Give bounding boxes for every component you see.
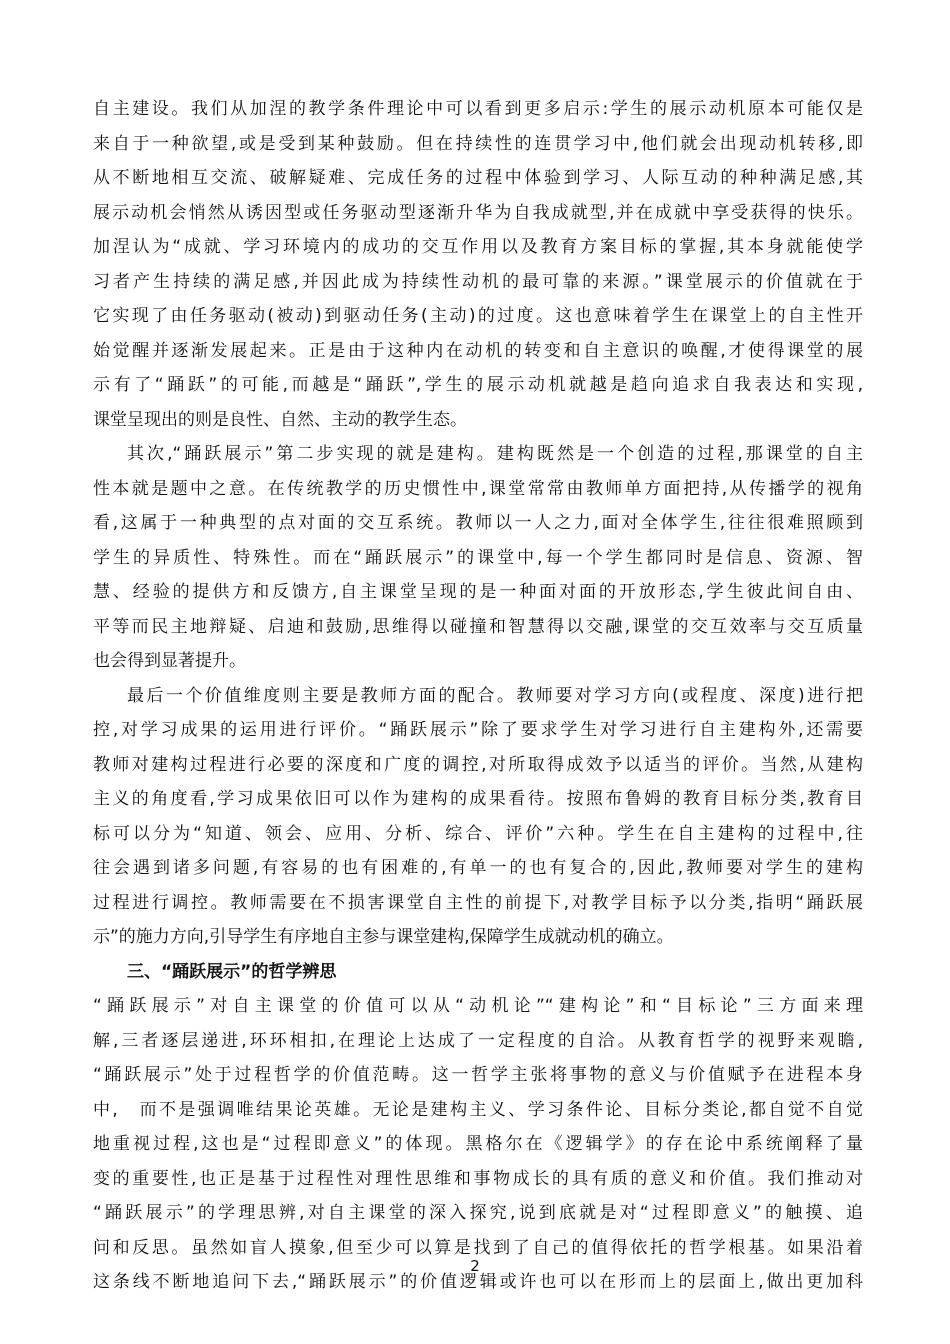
text-line: 地重视过程,这也是“过程即意义”的体现。黑格尔在《逻辑学》的存在论中系统阐释了量	[93, 1134, 863, 1154]
text-line: 中, 而不是强调唯结果论英雄。无论是建构主义、学习条件论、目标分类论,都自觉不自觉	[93, 1099, 863, 1120]
text-line: 示”的施力方向,引导学生有序地自主参与课堂建构,保障学生成就动机的确立。	[93, 927, 674, 947]
paragraph-philosophy	[93, 989, 863, 1300]
text-line: 慧、经验的提供方和反馈方,自主课堂呈现的是一种面对面的开放形态,学生彼此间自由、	[93, 582, 863, 602]
text-line: 问和反思。虽然如盲人摸象,但至少可以算是找到了自己的值得依托的哲学根基。如果沿着	[93, 1237, 863, 1258]
text-line: 这条线不断地追问下去,“踊跃展示”的价值逻辑或许也可以在形而上的层面上,做出更加科	[93, 1272, 863, 1292]
page-body	[93, 92, 863, 1300]
text-line: 最后一个价值维度则主要是教师方面的配合。教师要对学习方向(或程度、深度)进行把	[127, 685, 863, 706]
text-line: 看,这属于一种典型的点对面的交互系统。教师以一人之力,面对全体学生,往往很难照顾到	[93, 513, 863, 533]
text-line: “踊跃展示”的学理思辨,对自主课堂的深入探究,说到底就是对“过程即意义”的触摸、追	[93, 1203, 863, 1223]
text-line: 性本就是题中之意。在传统教学的历史惯性中,课堂常常由教师单方面把持,从传播学的视角	[93, 478, 863, 499]
paragraph-teacher-role	[93, 679, 863, 955]
text-line: “踊跃展示”处于过程哲学的价值范畴。这一哲学主张将事物的意义与价值赋予在进程本身	[93, 1065, 863, 1085]
paragraph-construction	[93, 437, 863, 679]
text-line: 标可以分为“知道、领会、应用、分析、综合、评价”六种。学生在自主建构的过程中,往	[93, 823, 863, 844]
page-number: 2	[470, 1257, 480, 1275]
text-line: 变的重要性,也正是基于过程性对理性思维和事物成长的具有质的意义和价值。我们推动对	[93, 1168, 863, 1189]
text-line: 来自于一种欲望,或是受到某种鼓励。但在持续性的连贯学习中,他们就会出现动机转移,即	[93, 133, 863, 154]
text-line: 始觉醒并逐渐发展起来。正是由于这种内在动机的转变和自主意识的唤醒,才使得课堂的展	[93, 340, 863, 361]
text-line: 课堂呈现出的则是良性、自然、主动的教学生态。	[93, 409, 467, 430]
text-line: 加涅认为“成就、学习环境内的成功的交互作用以及教育方案目标的掌握,其本身就能使学	[93, 237, 863, 257]
text-line: 从不断地相互交流、破解疑难、完成任务的过程中体验到学习、人际互动的种种满足感,其	[93, 168, 863, 188]
text-line: 过程进行调控。教师需要在不损害课堂自主性的前提下,对教学目标予以分类,指明“踊跃展	[93, 892, 863, 913]
text-line: “踊跃展示”对自主课堂的价值可以从“动机论”“建构论”和“目标论”三方面来理	[93, 996, 863, 1016]
text-line: 控,对学习成果的运用进行评价。“踊跃展示”除了要求学生对学习进行自主建构外,还需要	[93, 720, 863, 740]
text-line: 教师对建构过程进行必要的深度和广度的调控,对所取得成效予以适当的评价。当然,从建构	[93, 754, 863, 775]
text-line: 解,三者逐层递进,环环相扣,在理论上达成了一定程度的自洽。从教育哲学的视野来观瞻,	[93, 1030, 863, 1051]
text-line: 也会得到显著提升。	[93, 651, 246, 671]
text-line: 主义的角度看,学习成果依旧可以作为建构的成果看待。按照布鲁姆的教育目标分类,教育目	[93, 789, 863, 809]
paragraph-motivation	[93, 92, 863, 437]
text-line: 其次,“踊跃展示”第二步实现的就是建构。建构既然是一个创造的过程,那课堂的自主	[127, 444, 863, 464]
text-line: 自主建设。我们从加涅的教学条件理论中可以看到更多启示:学生的展示动机原本可能仅是	[93, 99, 863, 119]
text-line: 习者产生持续的满足感,并因此成为持续性动机的最可靠的来源。”课堂展示的价值就在于	[93, 271, 863, 292]
text-line: 学生的异质性、特殊性。而在“踊跃展示”的课堂中,每一个学生都同时是信息、资源、智	[93, 547, 863, 568]
section-heading: 三、“踊跃展示”的哲学辨思	[127, 961, 337, 982]
text-line: 往会遇到诸多问题,有容易的也有困难的,有单一的也有复合的,因此,教师要对学生的建构	[93, 858, 863, 878]
text-line: 展示动机会悄然从诱因型或任务驱动型逐渐升华为自我成就型,并在成就中享受获得的快乐。	[93, 202, 863, 223]
text-line: 它实现了由任务驱动(被动)到驱动任务(主动)的过度。这也意味着学生在课堂上的自主性开	[93, 306, 863, 326]
text-line: 平等而民主地辩疑、启迪和鼓励,思维得以碰撞和智慧得以交融,课堂的交互效率与交互质量	[93, 616, 863, 637]
text-line: 示有了“踊跃”的可能,而越是“踊跃”,学生的展示动机就越是趋向追求自我表达和实现,	[93, 375, 863, 395]
